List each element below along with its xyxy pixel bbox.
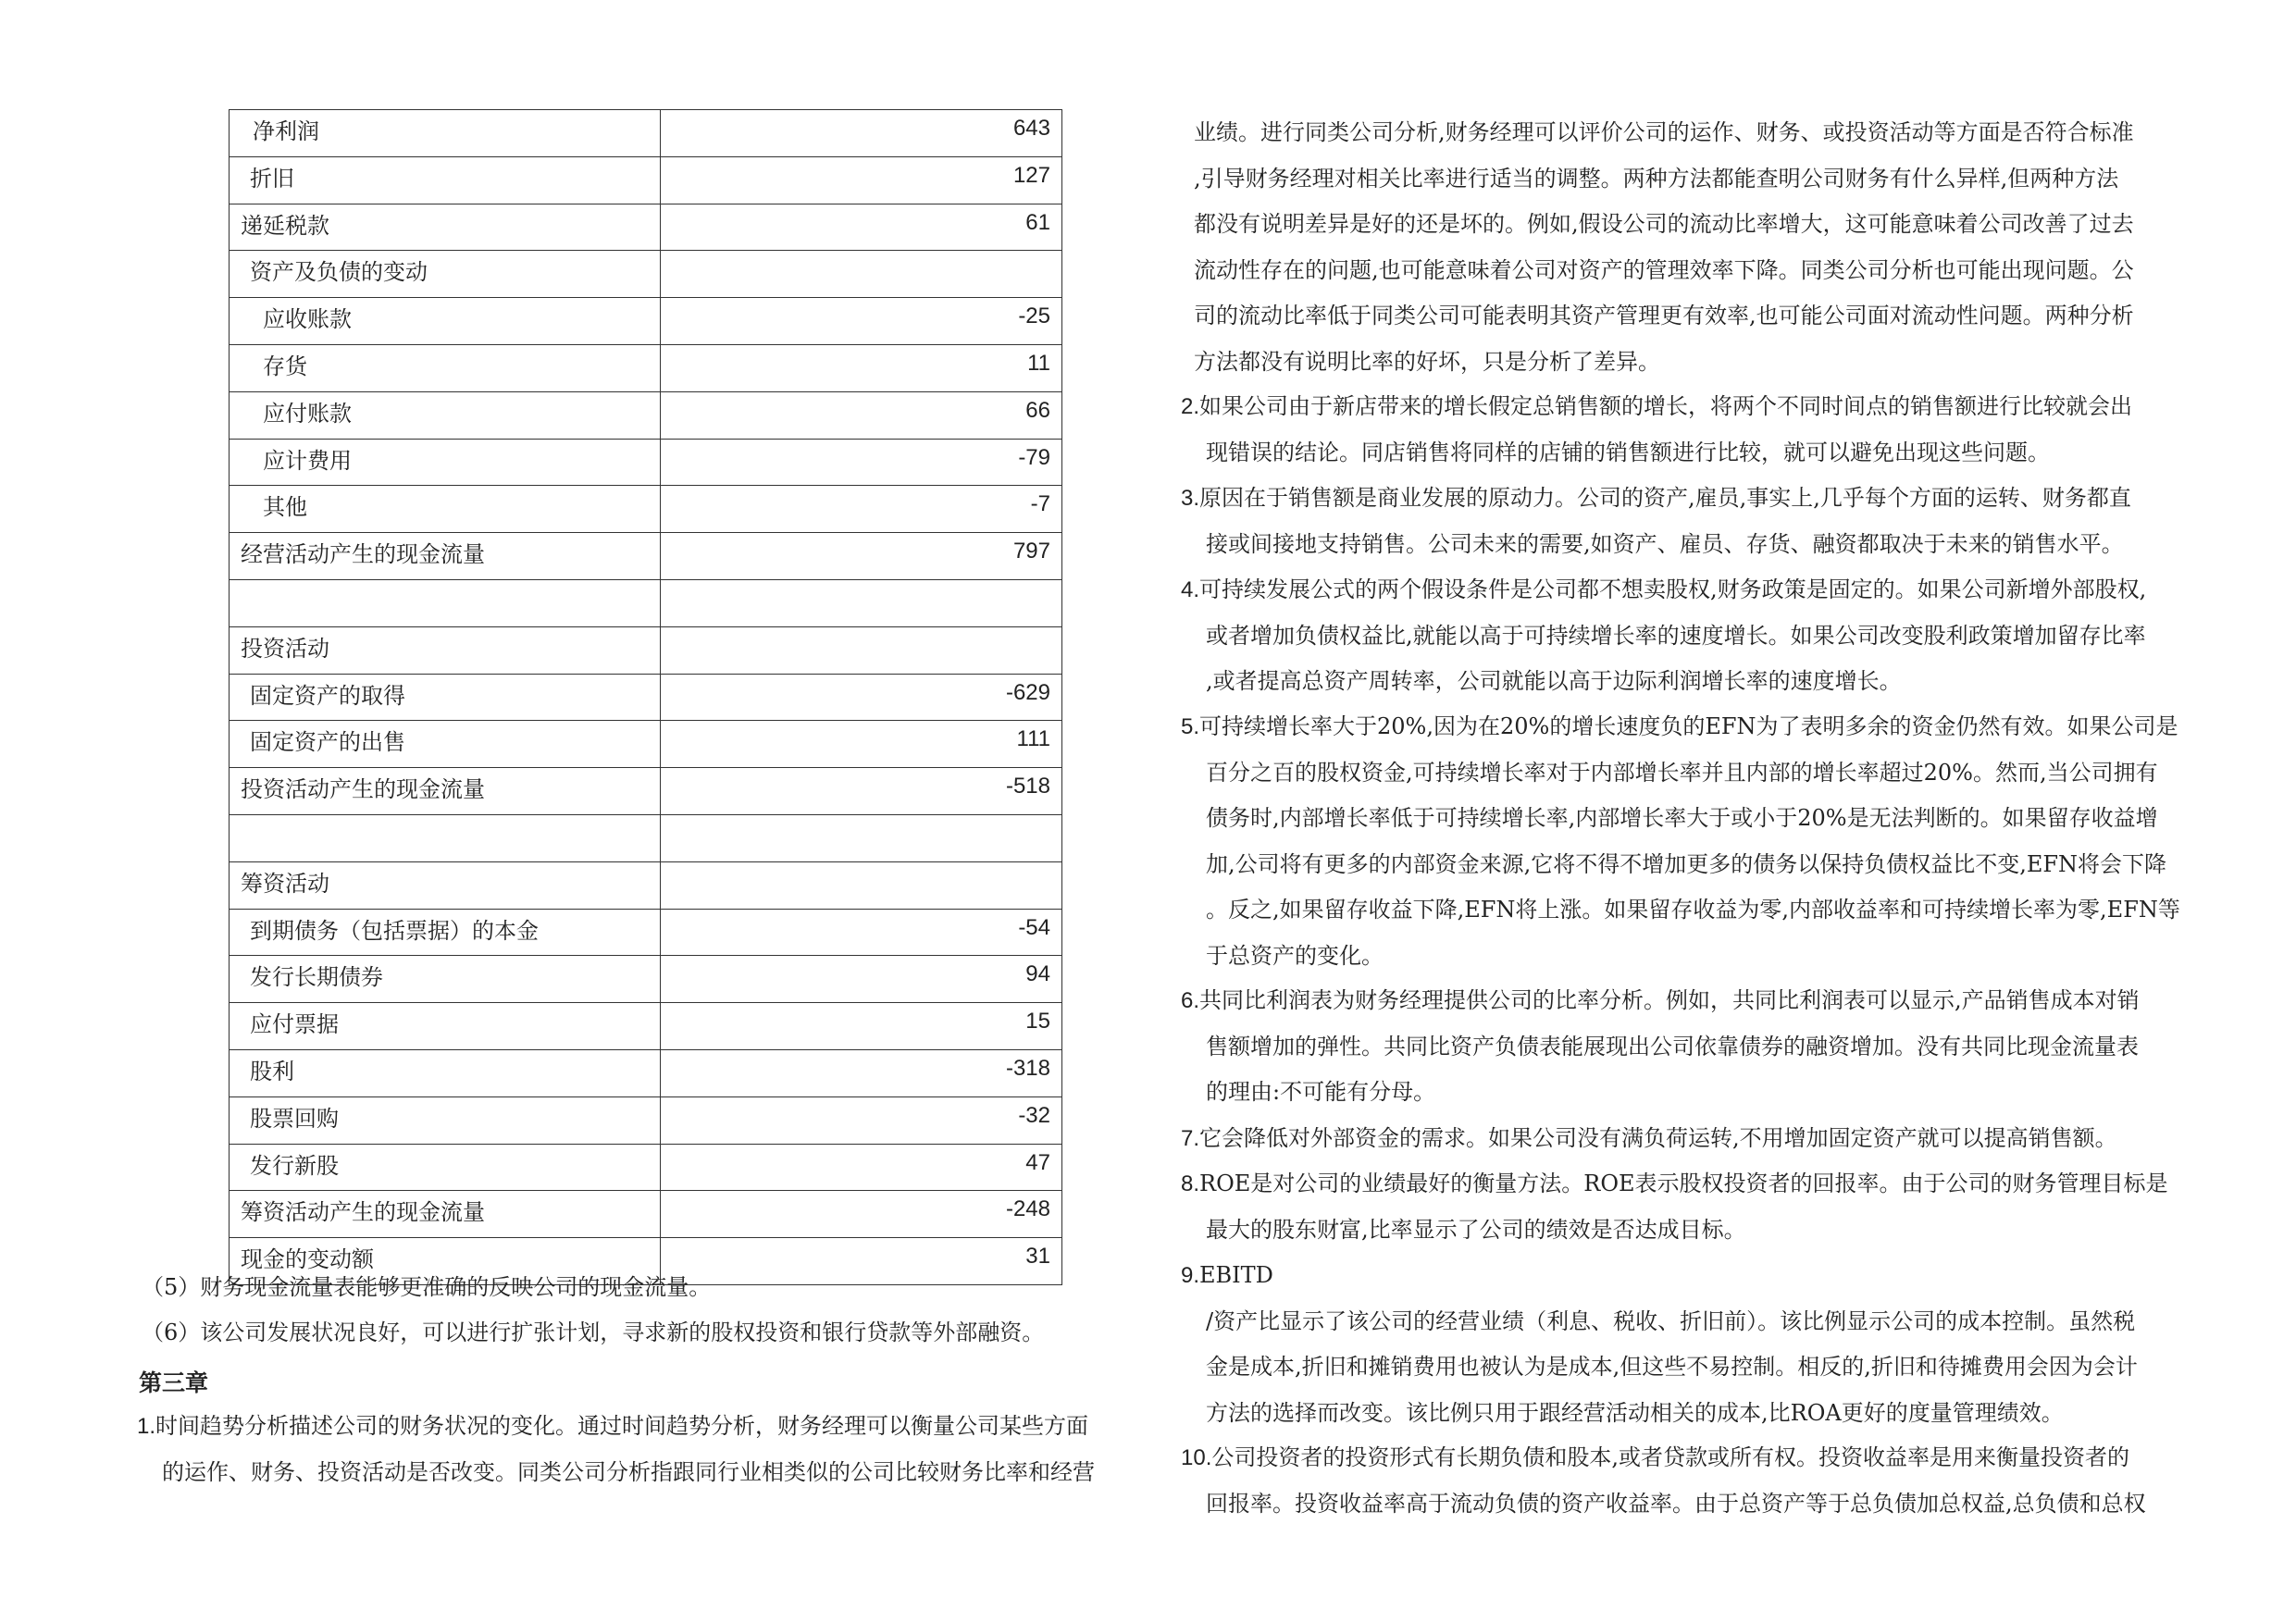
- list-item-line: [1181, 1435, 2146, 1481]
- row-value: 111: [1016, 726, 1050, 752]
- row-value-cell: [661, 814, 1062, 861]
- row-label-cell: [230, 204, 661, 251]
- list-item-text: 原因在于销售额是商业发展的原动力。公司的资产,雇员,事实上,几乎每个方面的运转、财务都直: [1199, 485, 2131, 511]
- row-label: 发行新股: [250, 1152, 339, 1179]
- row-value-cell: [661, 298, 1062, 345]
- list-item-1-number: 1.: [137, 1414, 156, 1439]
- list-item-number: 9.: [1181, 1263, 1200, 1288]
- table-row: [230, 156, 1062, 204]
- list-item-10: [1181, 1435, 2146, 1527]
- table-row: [230, 579, 1062, 626]
- table-row: [230, 439, 1062, 486]
- list-item-line: [1181, 567, 2146, 613]
- list-item-line: 或者增加负债权益比,就能以高于可持续增长率的速度增长。如果公司改变股利政策增加留存比率: [1206, 622, 2146, 649]
- row-label-cell: [230, 1049, 661, 1096]
- paragraph-5: （5）财务现金流量表能够更准确的反映公司的现金流量。: [142, 1274, 712, 1300]
- row-label: 折旧: [250, 165, 294, 192]
- table-row: [230, 956, 1062, 1003]
- list-item-line: [1181, 1116, 2117, 1162]
- chapter-heading: 第三章: [139, 1369, 209, 1396]
- row-label: 股利: [250, 1058, 294, 1084]
- row-value: 94: [1025, 961, 1050, 987]
- list-item-5: [1181, 704, 2180, 979]
- row-value: [661, 627, 1061, 633]
- list-item-line: 的理由:不可能有分母。: [1206, 1079, 1436, 1105]
- list-item-line: 于总资产的变化。: [1206, 942, 1384, 969]
- list-item-line: [1181, 704, 2180, 750]
- row-label-cell: [230, 721, 661, 768]
- row-label: 发行长期债券: [250, 964, 383, 991]
- row-value: 15: [1025, 1009, 1050, 1035]
- row-label: 应计费用: [263, 447, 352, 474]
- list-item-1-line-1: [137, 1404, 1095, 1450]
- row-value-cell: [661, 579, 1062, 626]
- row-label-cell: [230, 1096, 661, 1144]
- row-label: 存货: [263, 353, 307, 379]
- row-label-cell: [230, 298, 661, 345]
- row-value-cell: [661, 344, 1062, 391]
- list-item-2: [1181, 384, 2132, 476]
- table-row: [230, 721, 1062, 768]
- list-item-number: 10.: [1181, 1445, 1212, 1470]
- row-value-cell: [661, 486, 1062, 533]
- row-value-cell: [661, 1191, 1062, 1238]
- table-row: [230, 1003, 1062, 1050]
- list-item-number: 7.: [1181, 1126, 1200, 1151]
- list-item-4: [1181, 567, 2146, 705]
- list-item-9: [1181, 1253, 2138, 1436]
- row-value: -248: [1005, 1196, 1050, 1222]
- row-label-cell: [230, 861, 661, 909]
- row-value: 127: [1012, 162, 1050, 188]
- list-item-line: [1181, 384, 2132, 430]
- list-item-line: 回报率。投资收益率高于流动负债的资产收益率。由于总资产等于总负债加总权益,总负债和总权: [1206, 1490, 2146, 1517]
- row-value: -629: [1005, 679, 1050, 705]
- row-value: 11: [1027, 350, 1050, 376]
- continued-line-2: ,引导财务经理对相关比率进行适当的调整。两种方法都能查明公司财务有什么异样,但两种方法: [1194, 165, 2119, 192]
- row-label-cell: [230, 674, 661, 721]
- row-value-cell: [661, 1049, 1062, 1096]
- table-row: [230, 861, 1062, 909]
- paragraph-6: （6）该公司发展状况良好，可以进行扩张计划，寻求新的股权投资和银行贷款等外部融资。: [142, 1319, 1045, 1345]
- row-label: 股票回购: [250, 1105, 339, 1132]
- table-row: [230, 814, 1062, 861]
- list-item-number: 8.: [1181, 1171, 1200, 1196]
- table-row: [230, 391, 1062, 439]
- row-value-cell: [661, 674, 1062, 721]
- continued-line-4: 流动性存在的问题,也可能意味着公司对资产的管理效率下降。同类公司分析也可能出现问题。公: [1194, 256, 2134, 283]
- list-item-number: 2.: [1181, 394, 1200, 419]
- row-label: 应付账款: [263, 400, 352, 427]
- list-item-line: 加,公司将有更多的内部资金来源,它将不得不增加更多的债务以保持负债权益比不变,EFN将会下降: [1206, 850, 2167, 877]
- row-value-cell: [661, 626, 1062, 674]
- table-row: [230, 204, 1062, 251]
- list-item-line: 债务时,内部增长率低于可持续增长率,内部增长率大于或小于20%是无法判断的。如果留存收益增: [1206, 805, 2158, 831]
- table-row: [230, 344, 1062, 391]
- row-label-cell: [230, 486, 661, 533]
- row-label-cell: [230, 156, 661, 204]
- row-value-cell: [661, 533, 1062, 580]
- continued-line-1: 业绩。进行同类公司分析,财务经理可以评价公司的运作、财务、或投资活动等方面是否符合标准: [1194, 119, 2134, 145]
- row-label-cell: [230, 579, 661, 626]
- row-value-cell: [661, 1144, 1062, 1191]
- row-label: 净利润: [253, 118, 319, 144]
- row-label: 到期债务（包括票据）的本金: [250, 917, 539, 944]
- row-label: 固定资产的取得: [250, 682, 405, 709]
- row-label-cell: [230, 344, 661, 391]
- row-value: -518: [1005, 774, 1050, 799]
- row-value-cell: [661, 909, 1062, 956]
- row-value-cell: [661, 956, 1062, 1003]
- row-label-cell: [230, 1144, 661, 1191]
- list-item-3: [1181, 476, 2131, 567]
- row-label: 经营活动产生的现金流量: [241, 541, 485, 568]
- list-item-line: 售额增加的弹性。共同比资产负债表能展现出公司依靠债券的融资增加。没有共同比现金流量表: [1206, 1033, 2139, 1059]
- list-item-line: 现错误的结论。同店销售将同样的店铺的销售额进行比较，就可以避免出现这些问题。: [1206, 439, 2050, 465]
- row-value: 31: [1025, 1244, 1050, 1270]
- list-item-number: 3.: [1181, 486, 1200, 511]
- row-value: -25: [1018, 304, 1050, 329]
- list-item-line: /资产比显示了该公司的经营业绩（利息、税收、折旧前）。该比例显示公司的成本控制。虽然税: [1206, 1307, 2136, 1334]
- row-label-cell: [230, 814, 661, 861]
- row-value-cell: [661, 768, 1062, 815]
- row-value: [661, 862, 1061, 868]
- row-label-cell: [230, 439, 661, 486]
- row-value: 643: [1012, 116, 1050, 141]
- row-value: -318: [1005, 1055, 1050, 1081]
- row-value: -79: [1018, 444, 1050, 470]
- row-value: [661, 815, 1061, 821]
- row-label: 筹资活动产生的现金流量: [241, 1199, 485, 1226]
- row-label-cell: [230, 391, 661, 439]
- list-item-line: 。反之,如果留存收益下降,EFN将上涨。如果留存收益为零,内部收益率和可持续增长率为零,EFN等: [1206, 897, 2180, 923]
- row-value: 61: [1025, 209, 1050, 235]
- table-row: [230, 298, 1062, 345]
- list-item-6: [1181, 978, 2140, 1116]
- continued-line-6: 方法都没有说明比率的好坏，只是分析了差异。: [1194, 348, 1660, 375]
- row-label: 应付票据: [250, 1011, 339, 1038]
- row-label-cell: [230, 1191, 661, 1238]
- row-label: 固定资产的出售: [250, 729, 405, 756]
- list-item-1: [137, 1404, 1095, 1495]
- list-item-8: [1181, 1161, 2168, 1253]
- row-value: -7: [1030, 491, 1050, 517]
- row-label: 其他: [263, 494, 307, 521]
- list-item-line: 方法的选择而改变。该比例只用于跟经营活动相关的成本,比ROA更好的度量管理绩效。: [1206, 1399, 2064, 1426]
- row-value: 47: [1025, 1149, 1050, 1175]
- list-item-1-text-1: 时间趋势分析描述公司的财务状况的变化。通过时间趋势分析，财务经理可以衡量公司某些方面: [155, 1413, 1089, 1439]
- row-label-cell: [230, 1003, 661, 1050]
- row-label-cell: [230, 533, 661, 580]
- list-item-line: [1181, 978, 2140, 1024]
- list-item-text: 它会降低对外部资金的需求。如果公司没有满负荷运转,不用增加固定资产就可以提高销售额。: [1199, 1125, 2117, 1151]
- list-item-number: 6.: [1181, 988, 1200, 1013]
- row-label: 投资活动: [241, 635, 329, 662]
- row-label: 应收账款: [263, 306, 352, 333]
- row-value-cell: [661, 251, 1062, 298]
- row-label-cell: [230, 956, 661, 1003]
- table-row: [230, 110, 1062, 157]
- list-item-text: 公司投资者的投资形式有长期负债和股本,或者贷款或所有权。投资收益率是用来衡量投资者的: [1211, 1444, 2130, 1470]
- table-row: [230, 533, 1062, 580]
- continued-line-3: 都没有说明差异是好的还是坏的。例如,假设公司的流动比率增大，这可能意味着公司改善了过去: [1194, 211, 2134, 237]
- row-value-cell: [661, 1238, 1062, 1285]
- list-item-text: 可持续增长率大于20%,因为在20%的增长速度负的EFN为了表明多余的资金仍然有效。如果公司是: [1199, 713, 2178, 739]
- table-row: [230, 1144, 1062, 1191]
- list-item-text: 共同比利润表为财务经理提供公司的比率分析。例如，共同比利润表可以显示,产品销售成本对销: [1199, 987, 2140, 1013]
- row-label: [230, 580, 660, 583]
- list-item-1-line-2: 的运作、财务、投资活动是否改变。同类公司分析指跟同行业相类似的公司比较财务比率和经营: [162, 1458, 1095, 1485]
- table-row: [230, 768, 1062, 815]
- row-label: [230, 815, 660, 818]
- list-item-number: 5.: [1181, 714, 1200, 739]
- table-row: [230, 486, 1062, 533]
- row-label-cell: [230, 626, 661, 674]
- row-label-cell: [230, 768, 661, 815]
- table-row: [230, 1096, 1062, 1144]
- list-item-line: 接或间接地支持销售。公司未来的需要,如资产、雇员、存货、融资都取决于未来的销售水平。: [1206, 530, 2124, 557]
- table-row: [230, 251, 1062, 298]
- row-value-cell: [661, 721, 1062, 768]
- row-value-cell: [661, 439, 1062, 486]
- table-row: [230, 626, 1062, 674]
- list-item-text: 如果公司由于新店带来的增长假定总销售额的增长，将两个不同时间点的销售额进行比较就会出: [1199, 393, 2133, 419]
- list-item-7: [1181, 1116, 2117, 1162]
- list-item-line: [1181, 1253, 2138, 1299]
- list-item-text: EBITD: [1199, 1262, 1273, 1288]
- list-item-text: 可持续发展公式的两个假设条件是公司都不想卖股权,财务政策是固定的。如果公司新增外部股权,: [1199, 576, 2147, 602]
- row-value: [661, 251, 1061, 256]
- row-value-cell: [661, 1096, 1062, 1144]
- row-label: 现金的变动额: [241, 1246, 374, 1273]
- row-value-cell: [661, 861, 1062, 909]
- list-item-text: ROE是对公司的业绩最好的衡量方法。ROE表示股权投资者的回报率。由于公司的财务管理目标是: [1199, 1171, 2168, 1196]
- row-value-cell: [661, 110, 1062, 157]
- row-value-cell: [661, 156, 1062, 204]
- row-value: -32: [1018, 1102, 1050, 1128]
- list-item-line: 百分之百的股权资金,可持续增长率对于内部增长率并且内部的增长率超过20%。然而,当公司拥有: [1206, 759, 2158, 786]
- row-label-cell: [230, 909, 661, 956]
- row-label-cell: [230, 251, 661, 298]
- list-item-line: [1181, 1161, 2168, 1208]
- row-label: 资产及负债的变动: [250, 259, 428, 286]
- continued-paragraph: [1194, 110, 2134, 385]
- table-row: [230, 674, 1062, 721]
- table-row: [230, 909, 1062, 956]
- table-row: [230, 1049, 1062, 1096]
- cash-flow-table-body: [230, 110, 1062, 1285]
- table-row: [230, 1191, 1062, 1238]
- row-value: -54: [1018, 914, 1050, 940]
- row-label: 筹资活动: [241, 870, 329, 897]
- list-item-number: 4.: [1181, 577, 1200, 602]
- row-label: 递延税款: [241, 212, 329, 239]
- row-value-cell: [661, 1003, 1062, 1050]
- row-value-cell: [661, 204, 1062, 251]
- row-label-cell: [230, 110, 661, 157]
- row-label: 投资活动产生的现金流量: [241, 776, 485, 803]
- row-value-cell: [661, 391, 1062, 439]
- row-value: [661, 580, 1061, 586]
- continued-line-5: 司的流动比率低于同类公司可能表明其资产管理更有效率,也可能公司面对流动性问题。两种分析: [1194, 303, 2134, 328]
- row-value: 66: [1025, 397, 1050, 423]
- list-item-line: ,或者提高总资产周转率，公司就能以高于边际利润增长率的速度增长。: [1206, 668, 1902, 694]
- list-item-line: 金是成本,折旧和摊销费用也被认为是成本,但这些不易控制。相反的,折旧和待摊费用会因为会计: [1206, 1354, 2138, 1380]
- cash-flow-table: [229, 109, 1062, 1285]
- row-value: 797: [1012, 539, 1050, 564]
- list-item-line: 最大的股东财富,比率显示了公司的绩效是否达成目标。: [1206, 1216, 1746, 1243]
- list-item-line: [1181, 476, 2131, 522]
